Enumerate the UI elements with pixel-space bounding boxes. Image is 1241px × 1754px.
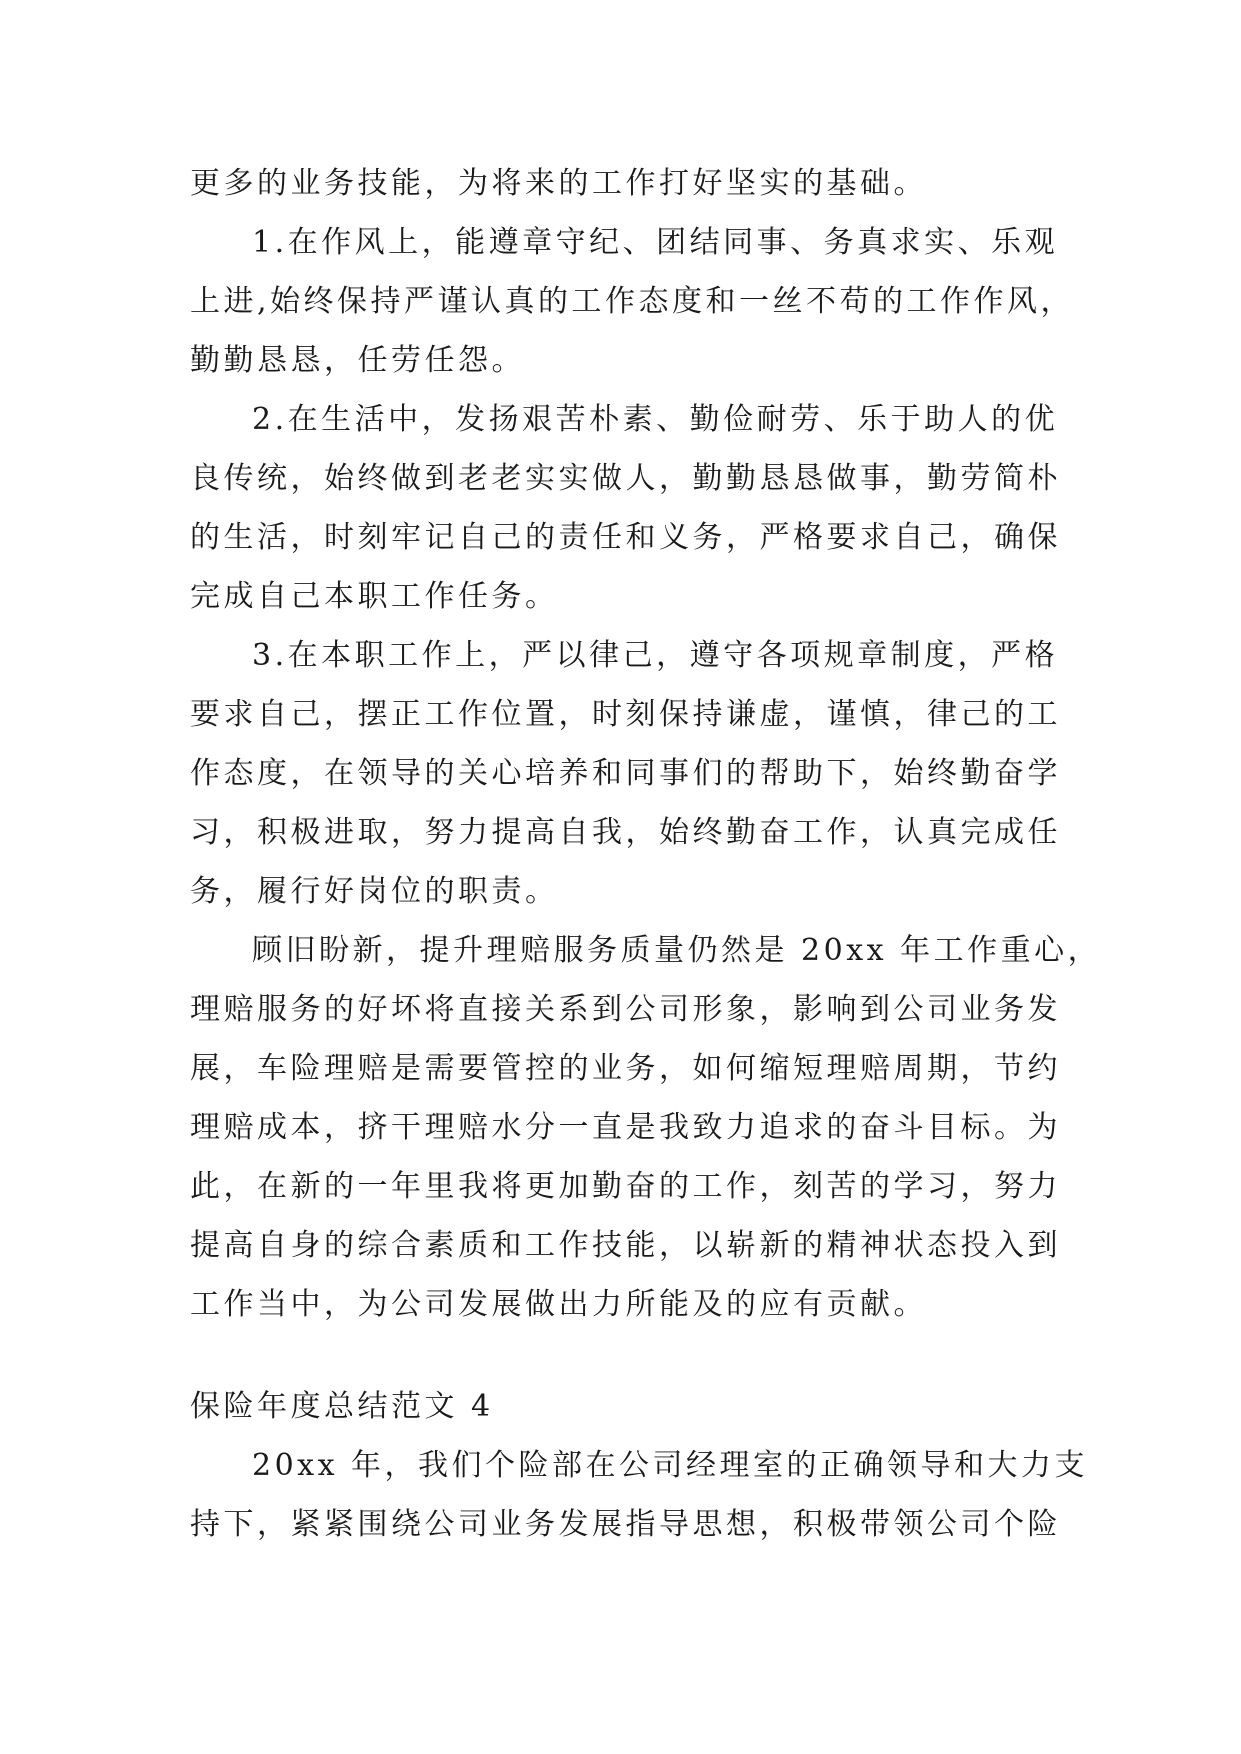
list-item-3-line: 3.在本职工作上，严以律己，遵守各项规章制度，严格 [252,638,1059,673]
paragraph-first-line: 20xx 年，我们个险部在公司经理室的正确领导和大力支 [252,1448,1089,1483]
list-item-1-line: 1.在作风上，能遵章守纪、团结同事、务真求实、乐观 [252,225,1059,260]
text-line: 展，车险理赔是需要管控的业务，如何缩短理赔周期，节约 [190,1051,1061,1086]
text-line: 工作当中，为公司发展做出力所能及的应有贡献。 [190,1287,927,1322]
text-line: 完成自己本职工作任务。 [190,579,559,614]
text-line: 良传统，始终做到老老实实做人，勤勤恳恳做事，勤劳简朴 [190,461,1061,496]
text-line: 更多的业务技能，为将来的工作打好坚实的基础。 [190,166,927,201]
text-line: 提高自身的综合素质和工作技能，以崭新的精神状态投入到 [190,1228,1061,1263]
text-line: 持下，紧紧围绕公司业务发展指导思想，积极带领公司个险 [190,1507,1061,1542]
text-line: 上进,始终保持严谨认真的工作态度和一丝不苟的工作作风， [190,284,1075,319]
text-line: 此，在新的一年里我将更加勤奋的工作，刻苦的学习，努力 [190,1169,1061,1204]
text-line: 要求自己，摆正工作位置，时刻保持谦虚，谨慎，律己的工 [190,697,1061,732]
text-line: 习，积极进取，努力提高自我，始终勤奋工作，认真完成任 [190,815,1061,850]
text-line: 理赔成本，挤干理赔水分一直是我致力追求的奋斗目标。为 [190,1110,1061,1145]
list-item-2-line: 2.在生活中，发扬艰苦朴素、勤俭耐劳、乐于助人的优 [252,402,1059,437]
text-line: 务，履行好岗位的职责。 [190,874,559,909]
text-line: 勤勤恳恳，任劳任怨。 [190,343,525,378]
text-line: 理赔服务的好坏将直接关系到公司形象，影响到公司业务发 [190,992,1061,1027]
text-line: 的生活，时刻牢记自己的责任和义务，严格要求自己，确保 [190,520,1061,555]
paragraph-first-line: 顾旧盼新，提升理赔服务质量仍然是 20xx 年工作重心， [252,933,1102,968]
text-line: 作态度，在领导的关心培养和同事们的帮助下，始终勤奋学 [190,756,1061,791]
section-heading: 保险年度总结范文 4 [190,1389,494,1424]
